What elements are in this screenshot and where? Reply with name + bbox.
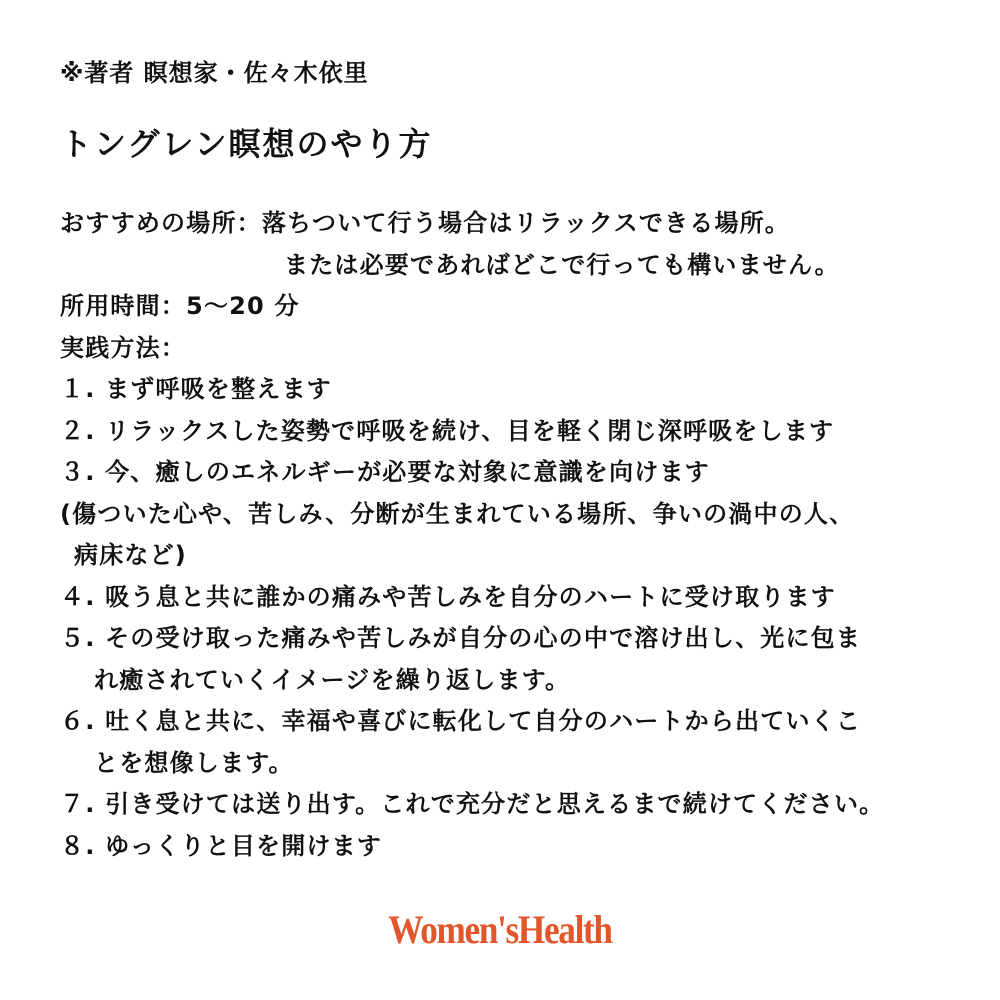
step-7: ７. 引き受けては送り出す。これで充分だと思えるまで続けてください。 (60, 790, 885, 818)
step-6-continuation: とを想像します。 (94, 748, 294, 777)
step-3-note-continuation: 病床など) (74, 541, 187, 569)
author-credit: ※著者 瞑想家・佐々木依里 (60, 59, 369, 87)
recommended-place-line: おすすめの場所：落ちついて行う場合はリラックスできる場所。 (60, 209, 791, 237)
step-5-continuation: れ癒されていくイメージを繰り返します。 (94, 665, 571, 694)
step-3: ３. 今、癒しのエネルギーが必要な対象に意識を向けます (60, 458, 710, 486)
step-3-note: (傷ついた心や、苦しみ、分断が生まれている場所、争いの渦中の人、 (60, 499, 855, 528)
step-8: ８. ゆっくりと目を開けます (60, 831, 383, 860)
recommended-place-continuation: または必要であればどこで行っても構いません。 (284, 250, 840, 279)
womens-health-logo: Women'sHealth (388, 907, 612, 952)
duration-line: 所用時間：5〜20 分 (60, 292, 300, 320)
step-1: １. まず呼吸を整えます (60, 375, 332, 403)
instructions-body (60, 203, 965, 867)
step-6: ６. 吐く息と共に、幸福や喜びに転化して自分のハートから出ていくこ (60, 707, 862, 735)
step-2: ２. リラックスした姿勢で呼吸を続け、目を軽く閉じ深呼吸をします (60, 416, 835, 445)
step-4: ４. 吸う息と共に誰かの痛みや苦しみを自分のハートに受け取ります (60, 582, 836, 611)
page-title: トングレン瞑想のやり方 (60, 125, 433, 163)
step-5: ５. その受け取った痛みや苦しみが自分の心の中で溶け出し、光に包ま (60, 624, 862, 652)
method-label: 実践方法： (60, 333, 186, 362)
